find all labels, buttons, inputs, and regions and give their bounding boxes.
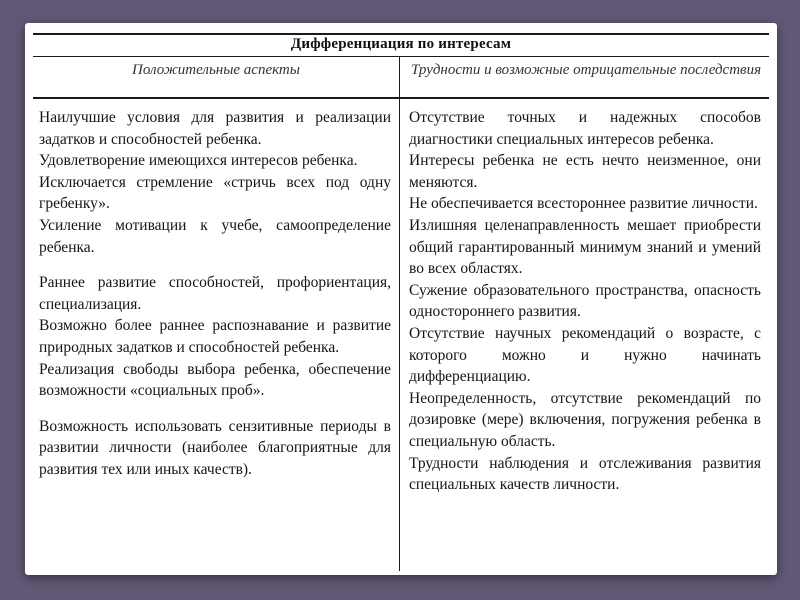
list-item: Возможность использовать сензитивные периоды в развитии личности (наиболее благоприятные для развития тех или иных качеств). [39, 417, 391, 478]
list-item: Трудности наблюдения и отслеживания развития специальных качеств личности. [409, 454, 761, 494]
list-item: Возможно более раннее распознавание и развитие природных задатков и способностей ребенка. [39, 317, 391, 356]
list-item: Интересы ребенка не есть нечто неизменное, они меняются. [409, 152, 761, 191]
list-item: Раннее развитие способностей, профориентация, специализация. [39, 274, 391, 313]
title-divider [33, 56, 769, 57]
list-item: Сужение образовательного пространства, опасность одностороннего развития. [409, 281, 761, 321]
list-item: Отсутствие научных рекомендаций о возрасте, с которого можно и нужно начинать дифференциацию. [409, 324, 761, 386]
list-item: Не обеспечивается всестороннее развитие личности. [409, 195, 758, 213]
list-item: Исключается стремление «стричь всех под одну гребенку». [39, 173, 391, 213]
difficulties-column [409, 107, 761, 496]
comparison-table [33, 33, 769, 571]
list-item: Удовлетворение имеющихся интересов ребенка. [39, 152, 358, 170]
positive-aspects-column [39, 107, 391, 481]
table-title: Дифференциация по интересам [290, 36, 512, 52]
header-difficulties: Трудности и возможные отрицательные последствия [410, 62, 762, 78]
column-divider [399, 57, 400, 571]
list-item: Отсутствие точных и надежных способов диагностики специальных интересов ребенка. [409, 109, 761, 148]
slide-card [25, 23, 777, 575]
table-top-rule [33, 33, 769, 35]
header-positive-aspects: Положительные аспекты [132, 62, 300, 78]
list-item: Неопределенность, отсутствие рекомендаций по дозировке (мере) включения, погружения ребенка в специальную область. [409, 389, 761, 450]
list-item: Реализация свободы выбора ребенка, обеспечение возможности «социальных проб». [39, 360, 391, 400]
list-item: Наилучшие условия для развития и реализации задатков и способностей ребенка. [39, 109, 391, 148]
list-item: Излишняя целенаправленность мешает приобрести общий гарантированный минимум знаний и умений во всех областях. [409, 216, 761, 278]
header-divider [33, 97, 769, 99]
list-item: Усиление мотивации к учебе, самоопределение ребенка. [39, 216, 391, 256]
